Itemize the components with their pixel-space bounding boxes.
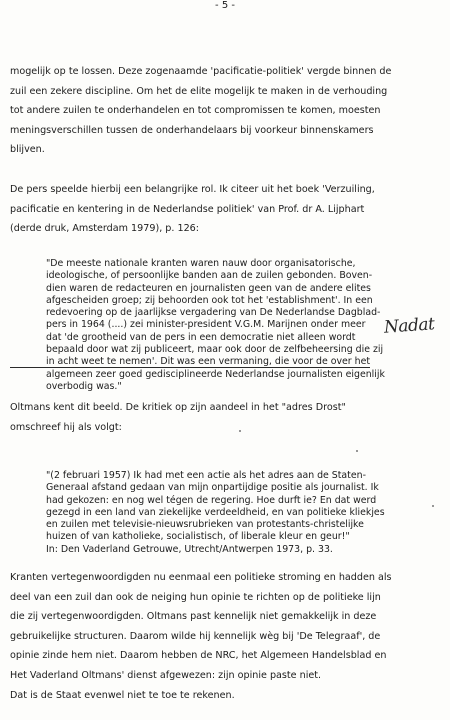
text-line: Oltmans kent dit beeld. De kritiek op zijn aandeel in het "adres Drost": [10, 402, 346, 413]
text-line: tot andere zuilen te onderhandelen en tot compromissen te komen, moesten: [10, 105, 381, 117]
paragraph-kranten: [10, 568, 438, 705]
text-line: mogelijk op te lossen. Deze zogenaamde 'pacificatie-politiek' vergde binnen de: [10, 66, 392, 77]
text-line: (derde druk, Amsterdam 1979), p. 126:: [10, 223, 200, 235]
text-line: omschreef hij als volgt:: [10, 421, 122, 433]
quote-line: pers in 1964 (....) zei minister-president V.G.M. Marijnen onder meer: [46, 319, 366, 331]
scan-speck: [432, 505, 434, 507]
quote-line: had gekozen: en nog wel tégen de regering. Hoe durft ie? En dat werd: [46, 494, 377, 506]
paragraph-pers: [10, 180, 438, 239]
quote-line: afgescheiden groep; zij behoorden ook tot het 'establishment'. In een: [46, 294, 373, 306]
text-line: zuil een zekere discipline. Om het de elite mogelijk te maken in de verhouding: [10, 85, 388, 97]
block-quote-lijphart: [46, 258, 401, 393]
quote-line: ideologische, of persoonlijke banden aan de zuilen gebonden. Boven-: [46, 270, 373, 282]
text-line: gebruikelijke structuren. Daarom wilde hij kennelijk wèg bij 'De Telegraaf', de: [10, 630, 381, 642]
quote-line: overbodig was.": [46, 380, 122, 392]
text-line: opinie zinde hem niet. Daarom hebben de NRC, het Algemeen Handelsblad en: [10, 650, 387, 662]
scan-speck: [356, 450, 358, 452]
horizontal-rule: [10, 367, 370, 368]
quote-line: Generaal afstand gedaan van mijn onpartijdige positie als journalist. Ik: [46, 482, 379, 494]
text-line: die zij vertegenwoordigden. Oltmans past kennelijk niet gemakkelijk in deze: [10, 611, 377, 623]
quote-line: huizen of van katholieke, socialistisch, of liberale kleur en geur!": [46, 531, 350, 543]
quote-line: "(2 februari 1957) Ik had met een actie als het adres aan de Staten-: [46, 470, 366, 481]
paragraph-pacificatie: [10, 62, 438, 160]
text-line: meningsverschillen tussen de onderhandelaars bij voorkeur binnenskamers: [10, 124, 374, 136]
quote-line: bepaald door wat zij publiceert, maar ook door de zelfbeheersing die zij: [46, 344, 384, 356]
scan-speck: [239, 430, 241, 432]
text-line: blijven.: [10, 144, 45, 156]
text-line: De pers speelde hierbij een belangrijke rol. Ik citeer uit het boek 'Verzuiling,: [10, 184, 375, 195]
page-number: - 5 -: [215, 0, 235, 11]
handwritten-annotation: Nadat: [383, 314, 435, 338]
quote-line: redevoering op de jaarlijkse vergadering van De Nederlandse Dagblad-: [46, 307, 381, 319]
quote-line: gezegd in een land van ziekelijke verdeeldheid, en van politieke kliekjes: [46, 506, 385, 518]
quote-line: dien waren de redacteuren en journalisten geen van de andere elites: [46, 282, 371, 294]
block-quote-oltmans: [46, 470, 401, 556]
text-line: pacificatie en kentering in de Nederlandse politiek' van Prof. dr A. Lijphart: [10, 203, 365, 215]
quote-line: in acht weet te nemen'. Dit was een vermaning, die voor de over het: [46, 356, 371, 368]
text-line: deel van een zuil dan ook de neiging hun opinie te richten op de politieke lijn: [10, 591, 381, 603]
paragraph-oltmans: [10, 398, 438, 437]
quote-line: en zuilen met televisie-nieuwsrubrieken van protestants-christelijke: [46, 519, 364, 531]
quote-line: In: Den Vaderland Getrouwe, Utrecht/Antwerpen 1973, p. 33.: [46, 543, 333, 555]
text-line: Kranten vertegenwoordigden nu eenmaal een politieke stroming en hadden als: [10, 572, 392, 583]
quote-line: algemeen zeer goed gedisciplineerde Nederlandse journalisten eigenlijk: [46, 368, 385, 380]
quote-line: dat 'de grootheid van de pers in een democratie niet alleen wordt: [46, 331, 356, 343]
text-line: Het Vaderland Oltmans' dienst afgewezen: zijn opinie paste niet.: [10, 669, 322, 681]
text-line: Dat is de Staat evenwel niet te toe te rekenen.: [10, 689, 235, 701]
quote-line: "De meeste nationale kranten waren nauw door organisatorische,: [46, 258, 356, 269]
